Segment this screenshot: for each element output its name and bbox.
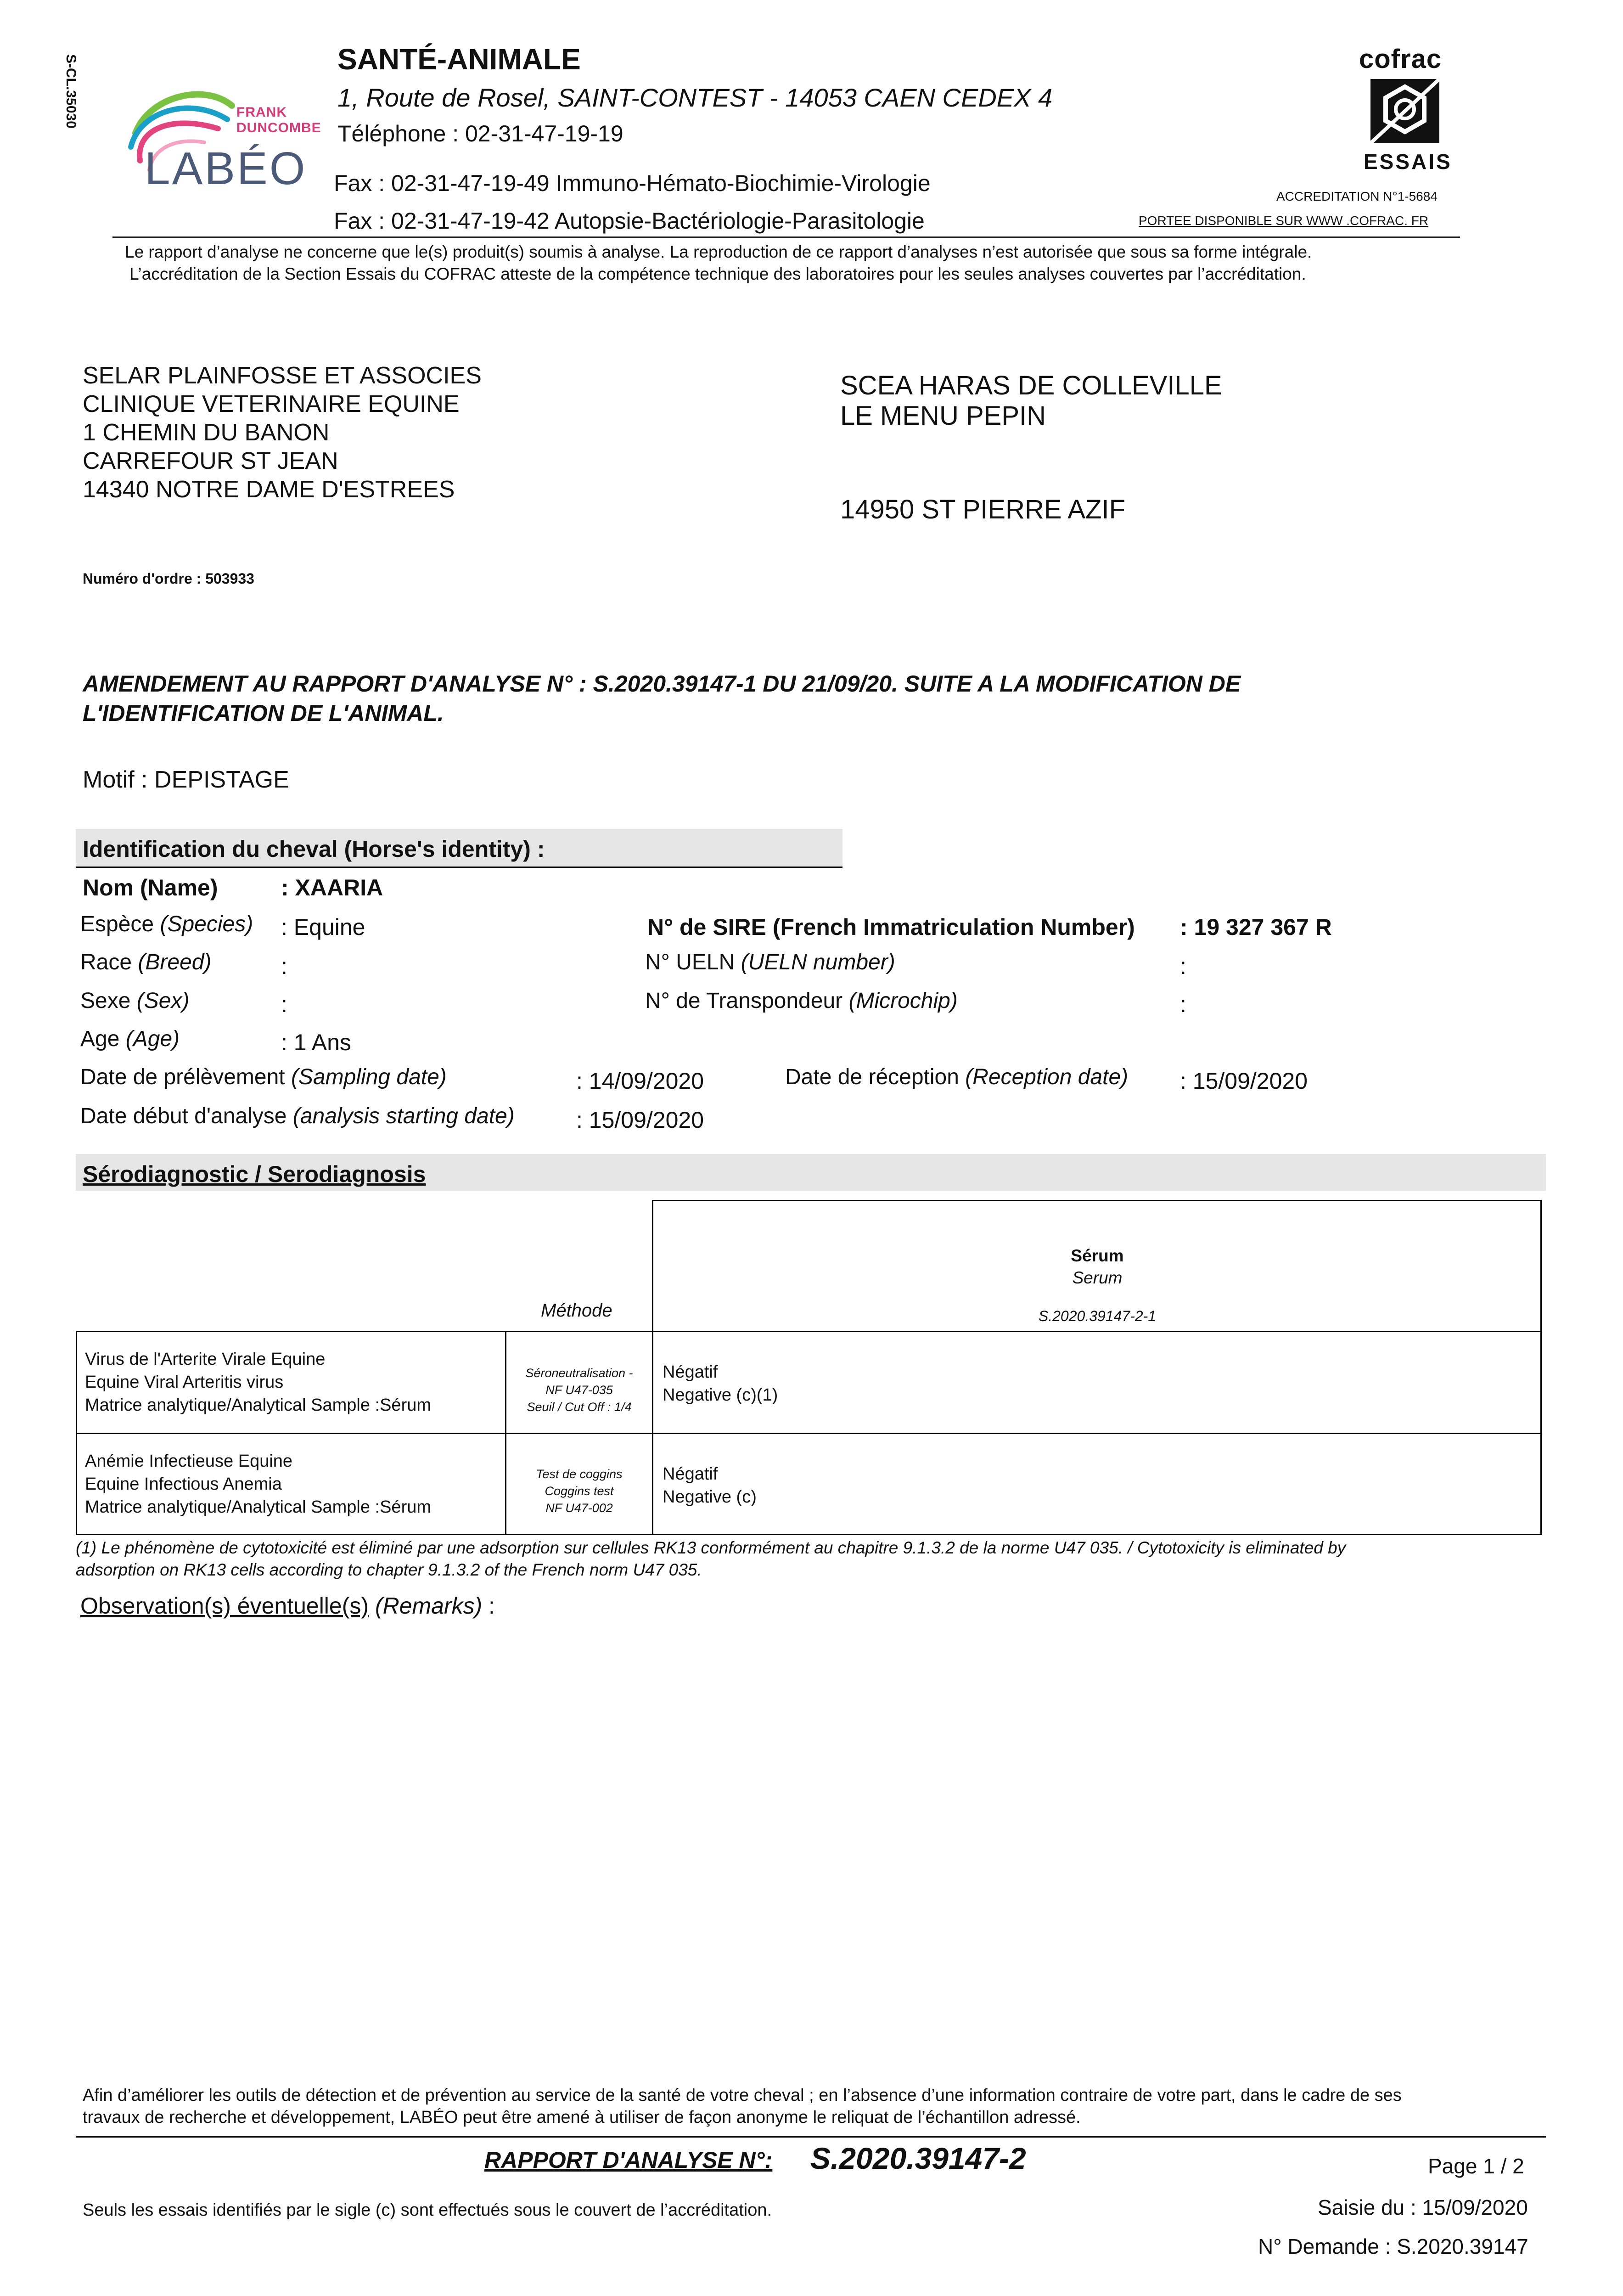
identification-title: Identification du cheval (Horse's identity) : bbox=[83, 836, 545, 862]
method-norm: NF U47-002 bbox=[545, 1501, 613, 1515]
reception-date-label-en: (Reception date) bbox=[965, 1065, 1129, 1089]
result-value-en: Negative (c)(1) bbox=[663, 1385, 778, 1405]
analysis-start-label-en: (analysis starting date) bbox=[292, 1104, 515, 1128]
sire-value: : 19 327 367 R bbox=[1180, 914, 1332, 940]
sender-line: CLINIQUE VETERINAIRE EQUINE bbox=[83, 391, 460, 417]
species-label-en: (Species) bbox=[160, 912, 253, 936]
sender-line: CARREFOUR ST JEAN bbox=[83, 448, 338, 474]
serodiagnostic-title: Sérodiagnostic / Serodiagnosis bbox=[83, 1161, 426, 1187]
method-norm: NF U47-035 bbox=[545, 1383, 613, 1397]
remarks-label-en: (Remarks) bbox=[375, 1593, 483, 1619]
remarks-label-fr: Observation(s) éventuelle(s) bbox=[80, 1593, 369, 1619]
breed-value: : bbox=[281, 953, 287, 979]
identification-header-rule bbox=[76, 867, 842, 868]
sampling-date-label bbox=[80, 1064, 447, 1090]
sampling-date-label-en: (Sampling date) bbox=[291, 1065, 447, 1089]
transponder-label bbox=[645, 988, 958, 1013]
serum-header-fr: Sérum bbox=[1071, 1246, 1124, 1265]
transponder-label-fr: N° de Transpondeur bbox=[645, 989, 843, 1013]
cofrac-logo-top: cofrac bbox=[1359, 44, 1442, 74]
logo-sub1: FRANK bbox=[236, 105, 287, 120]
sender-line: SELAR PLAINFOSSE ET ASSOCIES bbox=[83, 362, 482, 389]
cofrac-emblem-icon bbox=[1368, 77, 1442, 146]
sampling-date-value: : 14/09/2020 bbox=[576, 1068, 704, 1094]
analysis-matrix: Matrice analytique/Analytical Sample :Sérum bbox=[85, 1497, 432, 1517]
footer-divider bbox=[76, 2136, 1546, 2138]
cofrac-portee-link[interactable]: PORTEE DISPONIBLE SUR WWW .COFRAC. FR bbox=[1139, 214, 1429, 228]
amendment-title-line-1: AMENDEMENT AU RAPPORT D'ANALYSE N° : S.2020.39147-1 DU 21/09/20. SUITE A LA MODIFICATION DE bbox=[83, 671, 1241, 697]
order-number: Numéro d'ordre : 503933 bbox=[83, 570, 254, 587]
age-value: : 1 Ans bbox=[281, 1030, 351, 1055]
logo-sub2: DUNCOMBE bbox=[236, 120, 321, 135]
sampling-date-label-fr: Date de prélèvement bbox=[80, 1065, 285, 1089]
disclaimer-line-1: Le rapport d’analyse ne concerne que le(s) produit(s) soumis à analyse. La reproduction de ce rapport d’analyses n’est autorisée que sous sa forme intégrale. bbox=[125, 242, 1312, 261]
ueln-label-fr: N° UELN bbox=[645, 950, 735, 974]
sex-label bbox=[80, 988, 189, 1013]
footnote-line-2: adsorption on RK13 cells according to chapter 9.1.3.2 of the French norm U47 035. bbox=[76, 1560, 702, 1579]
ueln-label-en: (UELN number) bbox=[741, 950, 895, 974]
analysis-name: Anémie Infectieuse Equine bbox=[85, 1452, 293, 1471]
cofrac-logo bbox=[1359, 44, 1451, 177]
accreditation-note: Seuls les essais identifiés par le sigle (c) sont effectués sous le couvert de l’accréditation. bbox=[83, 2200, 772, 2220]
age-label-fr: Age bbox=[80, 1027, 120, 1051]
header-divider bbox=[112, 236, 1460, 238]
name-label: Nom (Name) bbox=[83, 875, 218, 900]
remarks-label bbox=[80, 1593, 495, 1619]
motif: Motif : DEPISTAGE bbox=[83, 766, 289, 793]
method-name-en: Coggins test bbox=[545, 1484, 614, 1498]
request-number: N° Demande : S.2020.39147 bbox=[1258, 2234, 1528, 2258]
table-border bbox=[76, 1433, 1542, 1434]
recipient-line: SCEA HARAS DE COLLEVILLE bbox=[840, 371, 1222, 400]
org-fax-2: Fax : 02-31-47-19-42 Autopsie-Bactériologie-Parasitologie bbox=[334, 208, 925, 234]
analysis-start-label-fr: Date début d'analyse bbox=[80, 1104, 287, 1128]
name-value: : XAARIA bbox=[281, 875, 383, 900]
age-label-en: (Age) bbox=[125, 1027, 180, 1051]
analysis-matrix: Matrice analytique/Analytical Sample :Sérum bbox=[85, 1396, 432, 1415]
method-cutoff: Seuil / Cut Off : 1/4 bbox=[527, 1400, 632, 1414]
org-fax-1: Fax : 02-31-47-19-49 Immuno-Hémato-Biochimie-Virologie bbox=[334, 170, 931, 196]
recipient-line: 14950 ST PIERRE AZIF bbox=[840, 495, 1126, 524]
table-border bbox=[652, 1200, 653, 1535]
reception-date-label bbox=[785, 1064, 1128, 1090]
reuse-notice-line-1: Afin d’améliorer les outils de détection et de prévention au service de la santé de votre cheval ; en l’absence d’une information contraire de votre part, dans le cadre de ses bbox=[83, 2086, 1402, 2105]
org-phone: Téléphone : 02-31-47-19-19 bbox=[337, 121, 623, 146]
sex-label-en: (Sex) bbox=[136, 989, 190, 1013]
logo-brand: LABÉO bbox=[145, 143, 307, 194]
cofrac-logo-bottom: ESSAIS bbox=[1364, 150, 1452, 174]
method-name: Séroneutralisation - bbox=[525, 1366, 633, 1380]
recipient-line: LE MENU PEPIN bbox=[840, 401, 1046, 431]
table-border bbox=[76, 1331, 77, 1535]
analysis-start-value: : 15/09/2020 bbox=[576, 1107, 704, 1133]
table-border bbox=[652, 1200, 1542, 1201]
breed-label-fr: Race bbox=[80, 950, 132, 974]
report-number: S.2020.39147-2 bbox=[810, 2141, 1026, 2175]
method-name: Test de coggins bbox=[536, 1467, 623, 1481]
entry-date: Saisie du : 15/09/2020 bbox=[1318, 2195, 1528, 2219]
sender-line: 1 CHEMIN DU BANON bbox=[83, 419, 330, 446]
org-address: 1, Route de Rosel, SAINT-CONTEST - 14053 CAEN CEDEX 4 bbox=[337, 83, 1053, 112]
transponder-value: : bbox=[1180, 991, 1186, 1017]
result-value-en: Negative (c) bbox=[663, 1487, 757, 1507]
method-column-header: Méthode bbox=[541, 1300, 612, 1321]
result-value: Négatif bbox=[663, 1362, 718, 1382]
accreditation-number: ACCREDITATION N°1-5684 bbox=[1276, 189, 1438, 203]
species-label bbox=[80, 912, 253, 937]
result-value: Négatif bbox=[663, 1464, 718, 1484]
analysis-name: Virus de l'Arterite Virale Equine bbox=[85, 1350, 326, 1369]
table-border bbox=[76, 1331, 1542, 1332]
disclaimer-line-2: L’accréditation de la Section Essais du COFRAC atteste de la compétence technique des laboratoires pour les seules analyses couvertes par l’accréditation. bbox=[129, 264, 1306, 283]
report-number-label: RAPPORT D'ANALYSE N°: bbox=[484, 2147, 773, 2173]
serum-header-en: Serum bbox=[1072, 1268, 1123, 1287]
table-border bbox=[76, 1534, 1542, 1535]
reception-date-value: : 15/09/2020 bbox=[1180, 1068, 1308, 1094]
species-label-fr: Espèce bbox=[80, 912, 154, 936]
sex-label-fr: Sexe bbox=[80, 989, 131, 1013]
age-label bbox=[80, 1026, 180, 1052]
footnote-line-1: (1) Le phénomène de cytotoxicité est éliminé par une adsorption sur cellules RK13 conformément au chapitre 9.1.3.2 de la norme U47 035. / Cytotoxicity is eliminated by bbox=[76, 1538, 1346, 1557]
sire-label: N° de SIRE (French Immatriculation Number) bbox=[647, 914, 1135, 940]
amendment-title-line-2: L'IDENTIFICATION DE L'ANIMAL. bbox=[83, 700, 444, 726]
analysis-name-en: Equine Infectious Anemia bbox=[85, 1474, 282, 1494]
org-name: SANTÉ-ANIMALE bbox=[337, 43, 581, 76]
sex-value: : bbox=[281, 991, 287, 1017]
species-value: : Equine bbox=[281, 914, 365, 940]
analysis-start-label bbox=[80, 1103, 515, 1129]
analysis-name-en: Equine Viral Arteritis virus bbox=[85, 1373, 284, 1392]
page-indicator: Page 1 / 2 bbox=[1428, 2154, 1524, 2178]
breed-label-en: (Breed) bbox=[138, 950, 212, 974]
ueln-value: : bbox=[1180, 953, 1186, 979]
sample-id: S.2020.39147-2-1 bbox=[1038, 1308, 1157, 1324]
breed-label bbox=[80, 950, 211, 975]
labeo-logo bbox=[122, 78, 324, 197]
reception-date-label-fr: Date de réception bbox=[785, 1065, 959, 1089]
remarks-colon: : bbox=[489, 1593, 495, 1619]
sender-line: 14340 NOTRE DAME D'ESTREES bbox=[83, 476, 455, 503]
ueln-label bbox=[645, 950, 895, 975]
document-code: S-CL.35030 bbox=[63, 54, 79, 129]
table-border bbox=[1540, 1200, 1542, 1535]
reuse-notice-line-2: travaux de recherche et développement, LABÉO peut être amené à utiliser de façon anonyme le reliquat de l’échantillon adressé. bbox=[83, 2108, 1081, 2127]
transponder-label-en: (Microchip) bbox=[848, 989, 958, 1013]
